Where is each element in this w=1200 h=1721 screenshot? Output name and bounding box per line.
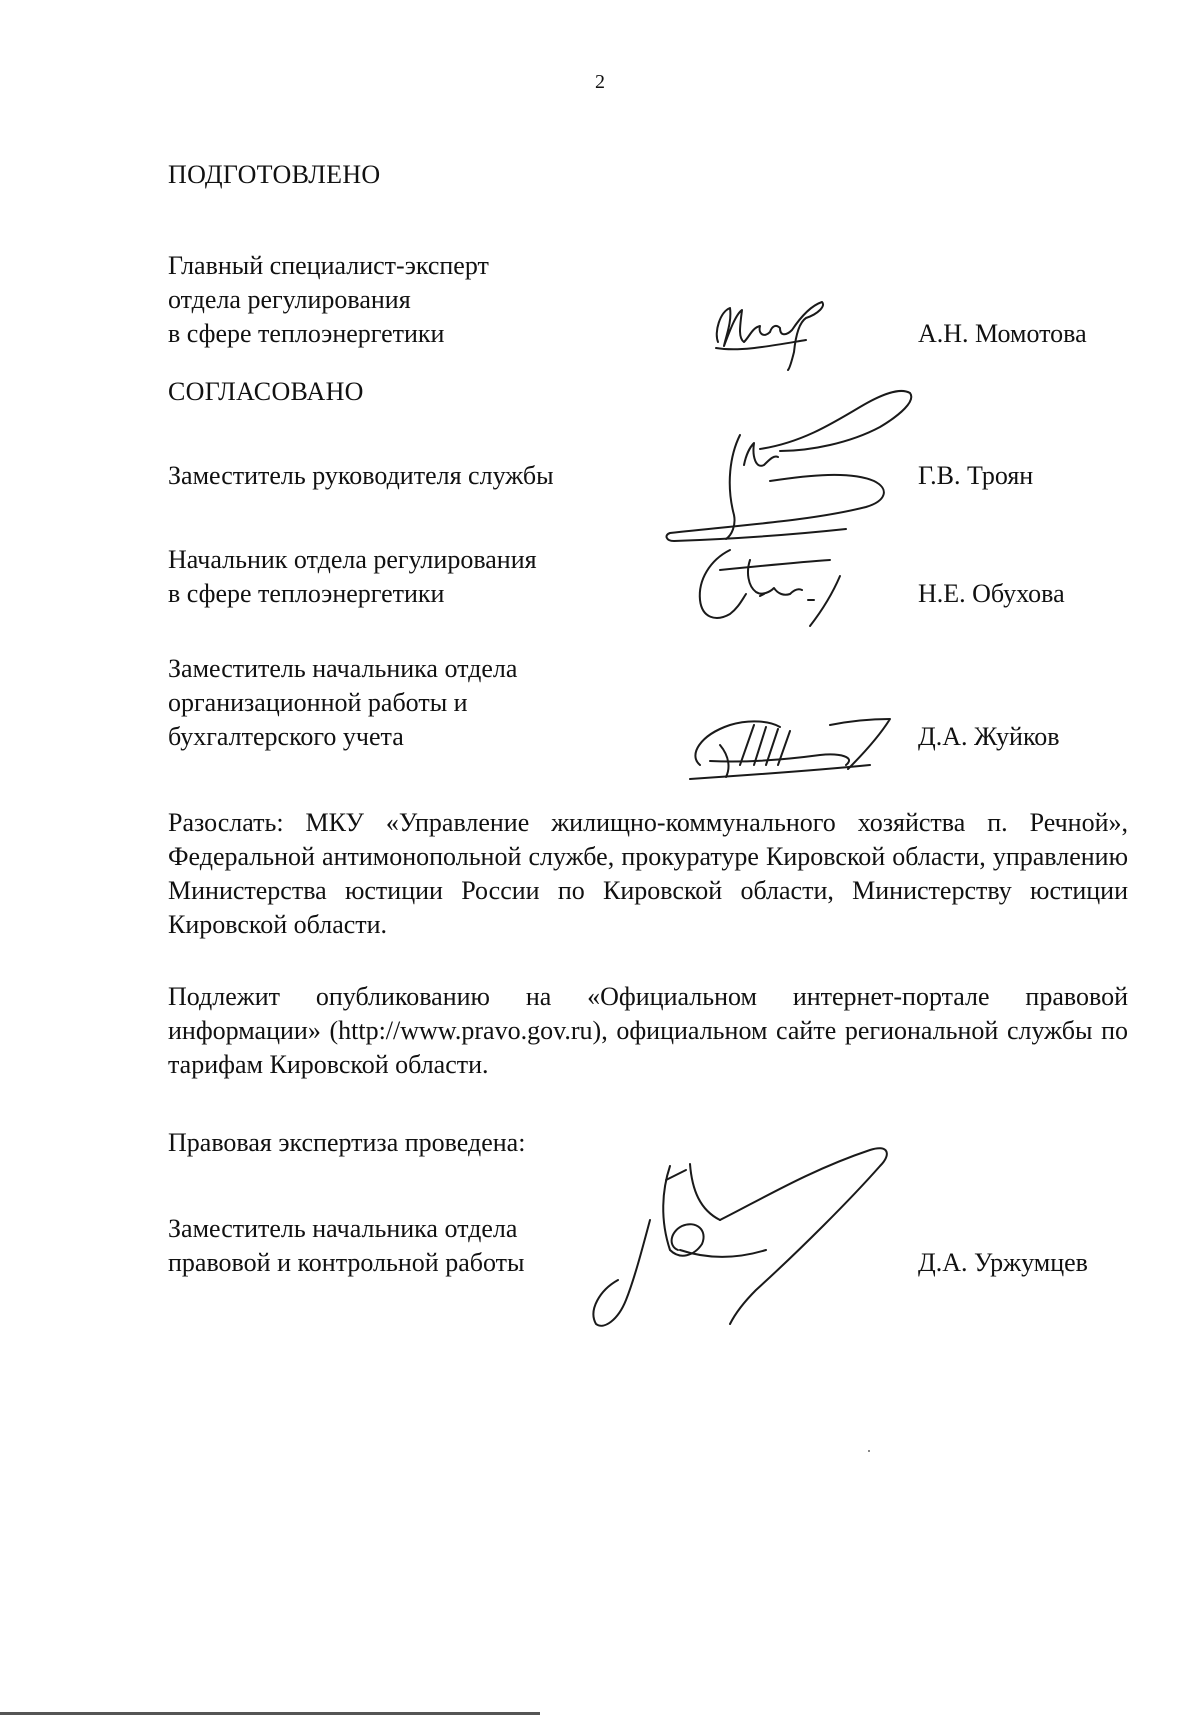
scan-speck	[868, 1450, 870, 1452]
signature-obukhova	[690, 540, 870, 630]
signature-urzhumtsev	[570, 1140, 920, 1330]
prepared-signer-name: А.Н. Момотова	[918, 319, 1087, 348]
agreed-signer-1-role: Заместитель руководителя службы	[168, 461, 554, 490]
agreed-signer-2-name: Н.Е. Обухова	[918, 579, 1065, 608]
agreed-signer-3-name: Д.А. Жуйков	[918, 722, 1060, 751]
agreed-signer-2-role-line-1: Начальник отдела регулирования	[168, 545, 537, 574]
publication-paragraph: Подлежит опубликованию на «Официальном интернет-портале правовой информации» (http://www.pravo.gov.ru), официальном сайте региональной службы по тарифам Кировской области.	[168, 982, 1128, 1079]
bottom-scan-edge	[0, 1712, 540, 1715]
agreed-signer-1-name: Г.В. Троян	[918, 461, 1034, 490]
distribution-paragraph: Разослать: МКУ «Управление жилищно-коммунального хозяйства п. Речной», Федеральной антимонопольной службе, прокуратуре Кировской области, управлению Министерства юстиции России по Кировской области, Министерству юстиции Кировской области.	[168, 808, 1128, 939]
legal-review-heading: Правовая экспертиза проведена:	[168, 1128, 526, 1157]
legal-review-role-line-2: правовой и контрольной работы	[168, 1248, 525, 1277]
prepared-role-line-1: Главный специалист-эксперт	[168, 251, 489, 280]
agreed-signer-3-role-line-3: бухгалтерского учета	[168, 722, 404, 751]
prepared-role-line-3: в сфере теплоэнергетики	[168, 319, 445, 348]
agreed-heading: СОГЛАСОВАНО	[168, 377, 364, 406]
agreed-signer-3-role-line-2: организационной работы и	[168, 688, 468, 717]
prepared-role-line-2: отдела регулирования	[168, 285, 411, 314]
agreed-signer-3-role-line-1: Заместитель начальника отдела	[168, 654, 518, 683]
signature-zhuikov	[670, 705, 910, 785]
agreed-signer-2-role-line-2: в сфере теплоэнергетики	[168, 579, 445, 608]
signature-momotova	[710, 292, 830, 372]
page-number: 2	[595, 71, 605, 93]
signature-troyan	[660, 385, 930, 555]
legal-review-signer-name: Д.А. Уржумцев	[918, 1248, 1088, 1277]
legal-review-role-line-1: Заместитель начальника отдела	[168, 1214, 518, 1243]
prepared-heading: ПОДГОТОВЛЕНО	[168, 160, 381, 189]
